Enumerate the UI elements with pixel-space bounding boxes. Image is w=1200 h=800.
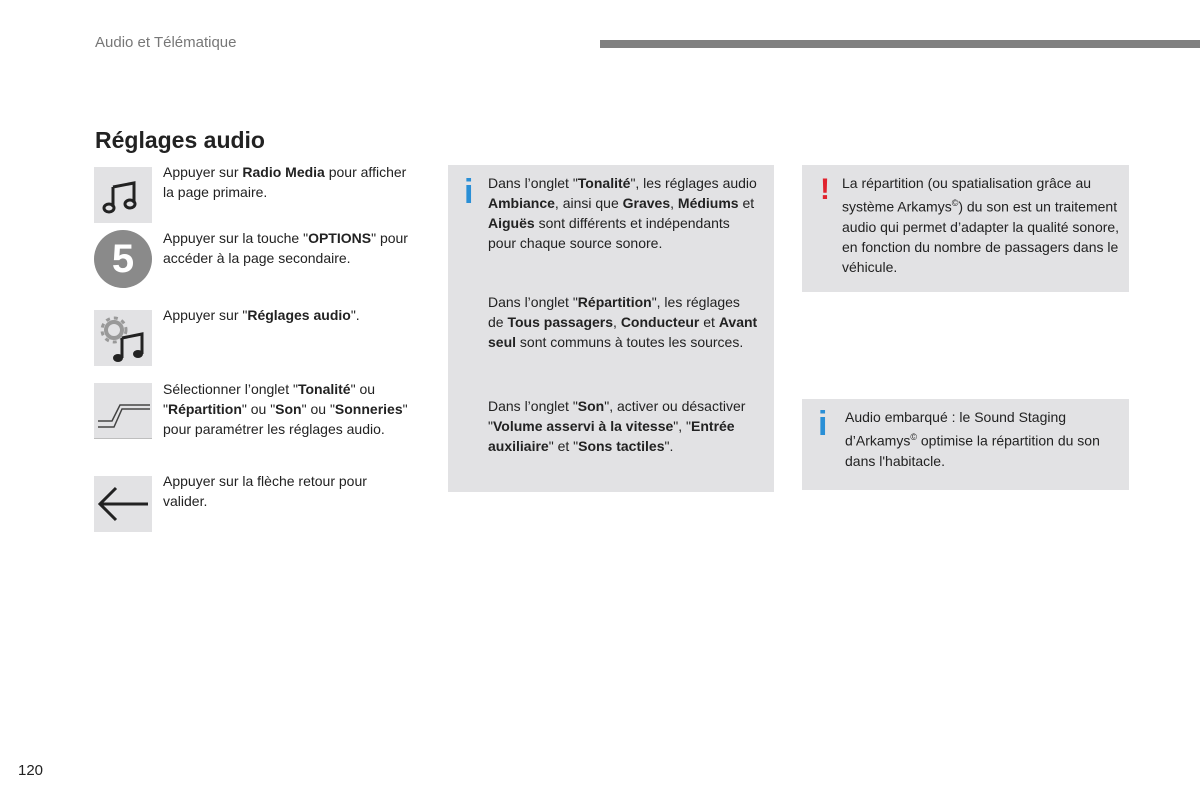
back-arrow-icon [94, 476, 152, 532]
text-run: Appuyer sur [163, 164, 243, 180]
header-bar [600, 40, 1200, 48]
text-run: © [951, 198, 959, 208]
info-icon: i [818, 405, 828, 443]
text-run: pour afficher la page primaire. [163, 164, 407, 200]
text-run: sont communs à toutes les sources. [516, 334, 744, 350]
info-icon: i [464, 173, 474, 211]
text-run: Son [275, 401, 302, 417]
text-run: , [670, 195, 678, 211]
text-run: Tous passagers [507, 314, 614, 330]
text-run: OPTIONS [308, 230, 372, 246]
text-run: Appuyer sur la flèche retour pour valider. [163, 473, 367, 509]
info-paragraph-1 [488, 173, 758, 253]
text-run: ", " [673, 418, 692, 434]
text-run: Répartition [167, 401, 242, 417]
text-run: et [699, 314, 719, 330]
info-paragraph-2 [488, 292, 758, 352]
step-number-5: 5 [94, 230, 152, 288]
text-run: Dans l’onglet " [488, 294, 578, 310]
text-run: Ambiance [488, 195, 555, 211]
text-run: Dans l’onglet " [488, 398, 578, 414]
text-run: ". [350, 307, 360, 323]
text-run: Avant seul [488, 314, 758, 350]
step-2-text [163, 228, 413, 268]
text-run: " ou " [241, 401, 276, 417]
info-paragraph-3 [488, 396, 758, 456]
settings-music-icon [94, 310, 152, 366]
text-run: Son [577, 398, 605, 414]
text-run: Tonalité [577, 175, 631, 191]
text-run: Graves [622, 195, 671, 211]
text-run: ) du son est un traitement audio qui permet d’adapter la qualité sonore, en fonction du nombre de passagers dans le véhicule. [842, 198, 1120, 275]
text-run: Sélectionner l’onglet " [163, 381, 298, 397]
text-run: © [910, 432, 917, 442]
text-run: " pour accéder à la page secondaire. [163, 230, 408, 266]
music-note-icon [94, 167, 152, 223]
text-run: Entrée auxiliaire [488, 418, 735, 454]
step-1-text [163, 162, 413, 202]
text-run: Dans l’onglet " [488, 175, 578, 191]
info-box-main [448, 165, 774, 492]
warning-text [842, 173, 1122, 277]
text-run: sont différents et indépendants pour chaque source sonore. [488, 215, 730, 251]
text-run: ", les réglages de [488, 294, 740, 330]
info-box-side [802, 399, 1129, 490]
text-run: et [738, 195, 755, 211]
text-run: Réglages audio [247, 307, 351, 323]
step-5-text [163, 471, 413, 511]
text-run: Radio Media [242, 164, 325, 180]
text-run: " pour paramétrer les réglages audio. [163, 401, 408, 437]
text-run: Sons tactiles [578, 438, 665, 454]
tab-shape-icon [94, 383, 152, 439]
section-title: Réglages audio [95, 127, 265, 153]
text-run: , ainsi que [554, 195, 623, 211]
text-run: Répartition [577, 294, 652, 310]
text-run: Aiguës [488, 215, 535, 231]
text-run: Tonalité [297, 381, 351, 397]
text-run: " ou " [163, 381, 376, 417]
warning-box [802, 165, 1129, 292]
text-run: La répartition (ou spatialisation grâce au système Arkamys [842, 175, 1092, 215]
page-number: 120 [18, 762, 44, 779]
warning-icon: ! [820, 173, 830, 206]
step-3-text [163, 305, 413, 325]
text-run: Conducteur [620, 314, 700, 330]
text-run: " ou " [301, 401, 335, 417]
text-run: ", les réglages audio [630, 175, 757, 191]
text-run: ", activer ou désactiver " [488, 398, 746, 434]
text-run: optimise la répartition du son dans l'habitacle. [845, 432, 1100, 469]
text-run: Volume asservi à la vitesse [492, 418, 674, 434]
text-run: , [613, 314, 621, 330]
text-run: " et " [548, 438, 579, 454]
text-run: Sonneries [334, 401, 403, 417]
text-run: Médiums [677, 195, 739, 211]
step-4-text [163, 379, 413, 439]
info-side-text [845, 407, 1115, 471]
text-run: Appuyer sur la touche " [163, 230, 309, 246]
text-run: Audio embarqué : le Sound Staging d’Arkamys [845, 409, 1067, 449]
header-title: Audio et Télématique [95, 34, 237, 51]
text-run: ". [664, 438, 674, 454]
text-run: Appuyer sur " [163, 307, 248, 323]
